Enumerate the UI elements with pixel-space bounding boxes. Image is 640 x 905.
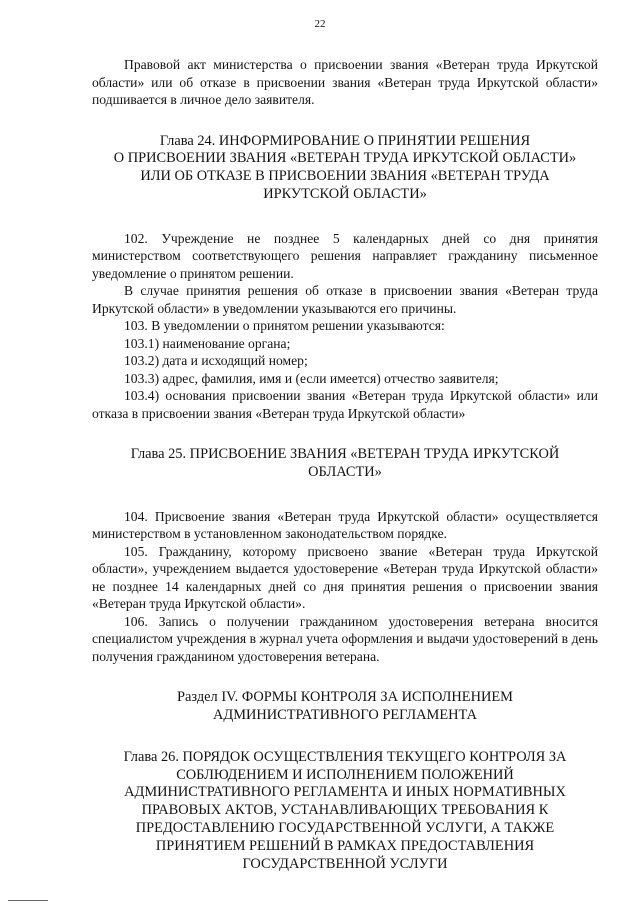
page-number: 22 xyxy=(314,18,326,30)
heading-line: ИРКУТСКОЙ ОБЛАСТИ» xyxy=(263,185,427,202)
heading-line: Глава 24. ИНФОРМИРОВАНИЕ О ПРИНЯТИИ РЕШЕНИЯ xyxy=(159,132,531,149)
paragraph-102b: В случае принятия решения об отказе в присвоении звания «Ветеран труда Иркутской области» в уведомлении указываются его причины. xyxy=(92,283,598,316)
heading-line: О ПРИСВОЕНИИ ЗВАНИЯ «ВЕТЕРАН ТРУДА ИРКУТСКОЙ ОБЛАСТИ» xyxy=(113,150,577,167)
heading-line: АДМИНИСТРАТИВНОГО РЕГЛАМЕНТА xyxy=(212,707,477,724)
paragraph-104: 104. Присвоение звания «Ветеран труда Иркутской области» осуществляется министерством в установленном законодательством порядке. xyxy=(92,508,598,542)
paragraph-103-4: 103.4) основания присвоении звания «Ветеран труда Иркутской области» или отказа в присвоении звания «Ветеран труда Иркутской области» xyxy=(92,388,598,421)
heading-line: ГОСУДАРСТВЕННОЙ УСЛУГИ xyxy=(242,855,448,872)
footer-divider xyxy=(8,900,48,901)
paragraph-103-2: 103.2) дата и исходящий номер; xyxy=(124,353,308,369)
heading-line: Глава 25. ПРИСВОЕНИЕ ЗВАНИЯ «ВЕТЕРАН ТРУДА ИРКУТСКОЙ xyxy=(130,446,560,463)
heading-line: Раздел IV. ФОРМЫ КОНТРОЛЯ ЗА ИСПОЛНЕНИЕМ xyxy=(177,689,513,706)
heading-line: АДМИНИСТРАТИВНОГО РЕГЛАМЕНТА И ИНЫХ НОРМАТИВНЫХ xyxy=(124,784,566,801)
heading-line: ПРИНЯТИЕМ РЕШЕНИЙ В РАМКАХ ПРЕДОСТАВЛЕНИЯ xyxy=(155,837,535,854)
heading-line: Глава 26. ПОРЯДОК ОСУЩЕСТВЛЕНИЯ ТЕКУЩЕГО КОНТРОЛЯ ЗА xyxy=(123,748,567,765)
heading-line: ПРЕДОСТАВЛЕНИЮ ГОСУДАРСТВЕННОЙ УСЛУГИ, А ТАКЖЕ xyxy=(135,820,555,837)
paragraph-103-1: 103.1) наименование органа; xyxy=(124,335,291,351)
paragraph-105: 105. Гражданину, которому присвоено звание «Ветеран труда Иркутской области», учреждением выдается удостоверение «Ветеран труда Иркутской области» не позднее 14 календарных дней со дня принятия решения о присвоении звания «Ветеран труда Иркутской области». xyxy=(92,543,598,612)
chapter-25-heading xyxy=(92,446,598,482)
paragraph-103-3: 103.3) адрес, фамилия, имя и (если имеется) отчество заявителя; xyxy=(124,370,499,386)
heading-line: СОБЛЮДЕНИЕМ И ИСПОЛНЕНИЕМ ПОЛОЖЕНИЙ xyxy=(176,766,514,783)
chapter-26-heading xyxy=(92,749,598,874)
document-body xyxy=(92,56,598,873)
chapter-24-heading xyxy=(92,133,598,204)
paragraph-intro: Правовой акт министерства о присвоении звания «Ветеран труда Иркутской области» или об отказе в присвоении звания «Ветеран труда Иркутской области» подшивается в личное дело заявителя. xyxy=(92,57,598,107)
heading-line: ОБЛАСТИ» xyxy=(308,463,382,480)
heading-line: ИЛИ ОБ ОТКАЗЕ В ПРИСВОЕНИИ ЗВАНИЯ «ВЕТЕРАН ТРУДА xyxy=(140,168,550,185)
heading-line: ПРАВОВЫХ АКТОВ, УСТАНАВЛИВАЮЩИХ ТРЕБОВАНИЯ К xyxy=(141,802,549,819)
section-4-heading xyxy=(92,689,598,725)
paragraph-106: 106. Запись о получении гражданином удостоверения ветерана вносится специалистом учреждения в журнал учета оформления и выдачи удостоверений в день получения гражданином удостоверения ветерана. xyxy=(92,613,598,664)
paragraph-102: 102. Учреждение не позднее 5 календарных дней со дня принятия министерством соответствующего решения направляет гражданину письменное уведомление о принятом решении. xyxy=(92,230,598,281)
paragraph-103: 103. В уведомлении о принятом решении указываются: xyxy=(124,318,445,334)
